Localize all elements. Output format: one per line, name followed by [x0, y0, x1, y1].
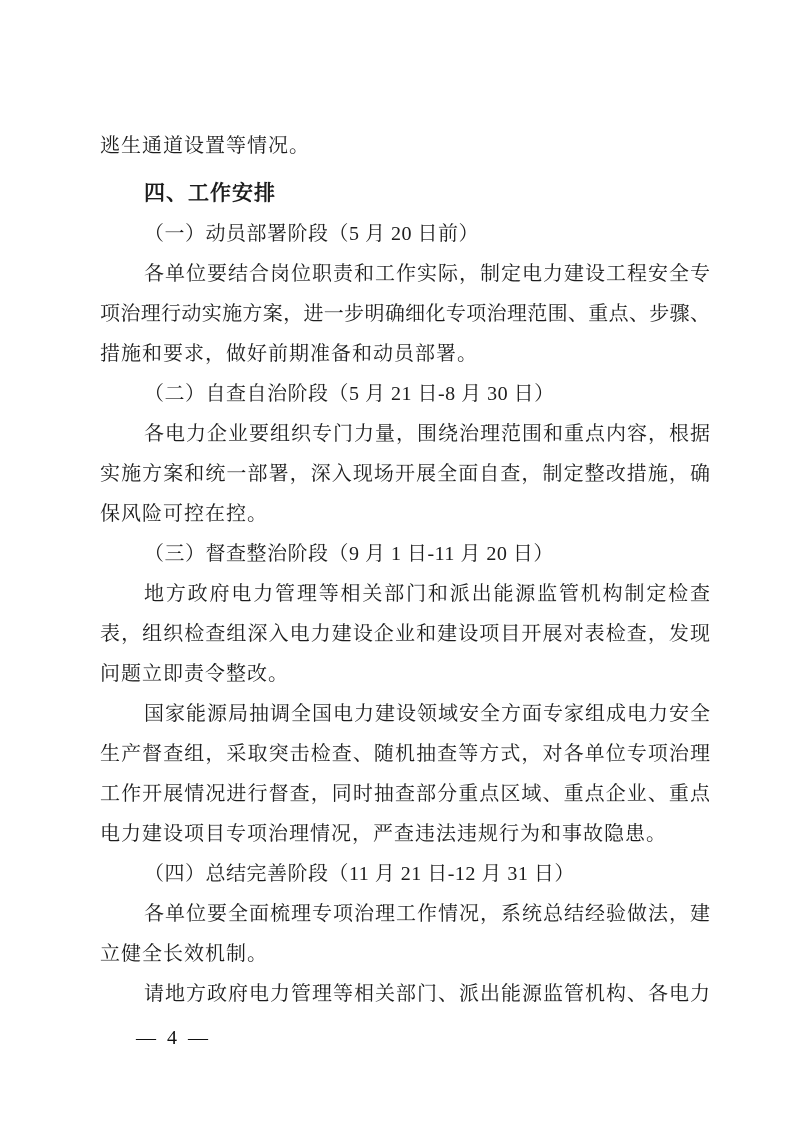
paragraph-line: 地方政府电力管理等相关部门和派出能源监管机构制定检查: [144, 583, 710, 605]
paragraph-line: 项治理行动实施方案，进一步明确细化专项治理范围、重点、步骤、: [100, 303, 710, 325]
document-body: [100, 126, 710, 1014]
paragraph-line: 立健全长效机制。: [100, 943, 268, 965]
paragraph-line: 生产督查组，采取突击检查、随机抽查等方式，对各单位专项治理: [100, 743, 710, 765]
subsection-heading-stage-1: （一）动员部署阶段（5 月 20 日前）: [144, 223, 479, 245]
paragraph-line: 保风险可控在控。: [100, 503, 268, 525]
paragraph-line: 实施方案和统一部署，深入现场开展全面自查，制定整改措施，确: [100, 463, 710, 485]
paragraph-line: 国家能源局抽调全国电力建设领域安全方面专家组成电力安全: [144, 703, 710, 725]
subsection-heading-stage-4: （四）总结完善阶段（11 月 21 日-12 月 31 日）: [144, 863, 575, 885]
subsection-heading-stage-2: （二）自查自治阶段（5 月 21 日-8 月 30 日）: [144, 383, 555, 405]
paragraph-line: 工作开展情况进行督查，同时抽查部分重点区域、重点企业、重点: [100, 783, 710, 805]
paragraph-line: 各单位要全面梳理专项治理工作情况，系统总结经验做法，建: [144, 903, 710, 925]
paragraph-line: 表，组织检查组深入电力建设企业和建设项目开展对表检查，发现: [100, 623, 710, 645]
paragraph-line: 问题立即责令整改。: [100, 663, 289, 685]
paragraph-line: 请地方政府电力管理等相关部门、派出能源监管机构、各电力: [144, 983, 710, 1005]
paragraph-line: 逃生通道设置等情况。: [100, 135, 310, 157]
subsection-heading-stage-3: （三）督查整治阶段（9 月 1 日-11 月 20 日）: [144, 543, 554, 565]
page-number: — 4 —: [136, 1027, 211, 1049]
paragraph-line: 各电力企业要组织专门力量，围绕治理范围和重点内容，根据: [144, 423, 710, 445]
paragraph-line: 各单位要结合岗位职责和工作实际，制定电力建设工程安全专: [144, 263, 710, 285]
section-heading: 四、工作安排: [144, 182, 276, 205]
paragraph-line: 措施和要求，做好前期准备和动员部署。: [100, 343, 478, 365]
paragraph-line: 电力建设项目专项治理情况，严查违法违规行为和事故隐患。: [100, 823, 667, 845]
